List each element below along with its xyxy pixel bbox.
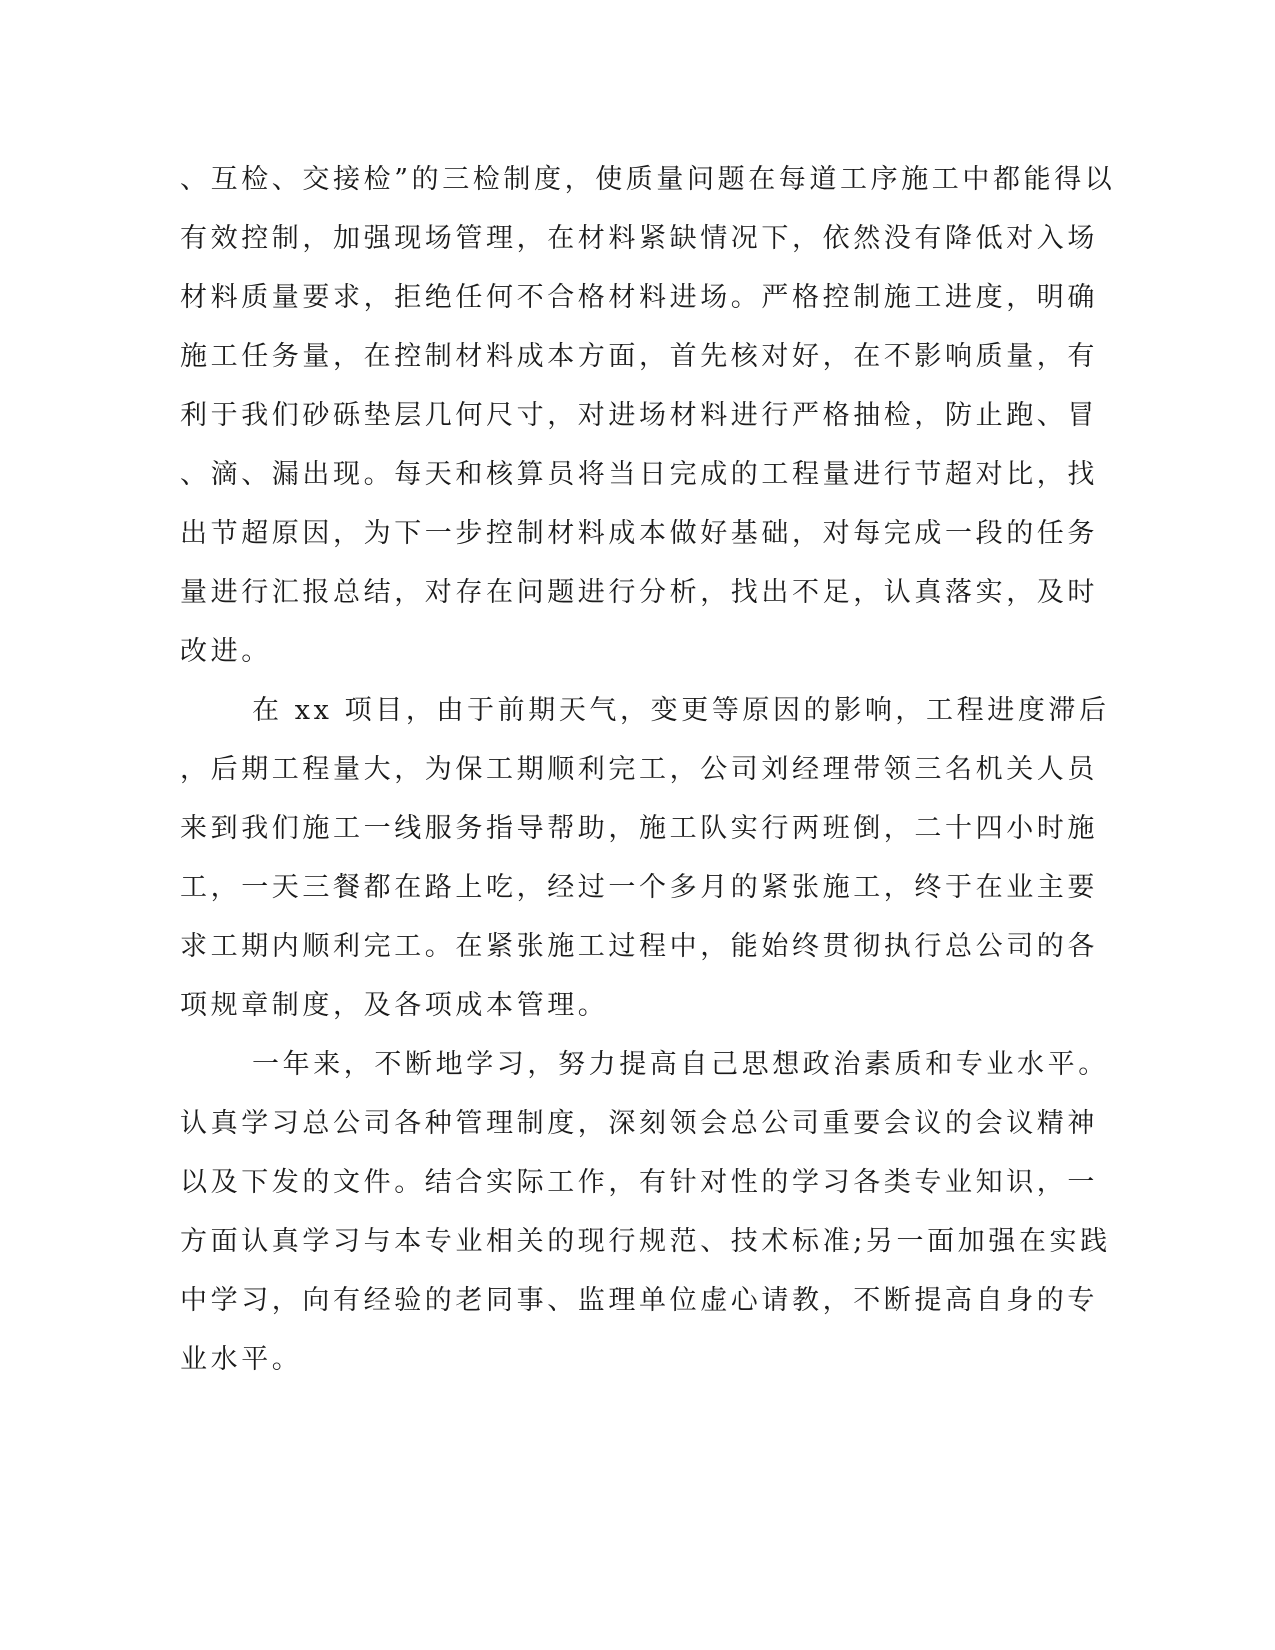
document-body: [180, 150, 1116, 1389]
text-line: 、互检、交接检”的三检制度，使质量问题在每道工序施工中都能得以: [180, 164, 1116, 195]
text-line: 业水平。: [180, 1344, 303, 1375]
text-line: 有效控制，加强现场管理，在材料紧缺情况下，依然没有降低对入场: [180, 223, 1098, 254]
paragraph-2: [180, 681, 1110, 1035]
text-line: 量进行汇报总结，对存在问题进行分析，找出不足，认真落实，及时: [180, 577, 1098, 608]
text-line: 认真学习总公司各种管理制度，深刻领会总公司重要会议的会议精神: [180, 1108, 1098, 1139]
text-line: 中学习，向有经验的老同事、监理单位虚心请教，不断提高自身的专: [180, 1285, 1098, 1316]
text-line-first: 在 xx 项目，由于前期天气，变更等原因的影响，工程进度滞后: [252, 695, 1110, 726]
text-line: 出节超原因，为下一步控制材料成本做好基础，对每完成一段的任务: [180, 518, 1098, 549]
text-line: 工，一天三餐都在路上吃，经过一个多月的紧张施工，终于在业主要: [180, 872, 1098, 903]
text-line: 以及下发的文件。结合实际工作，有针对性的学习各类专业知识，一: [180, 1167, 1098, 1198]
paragraph-1: [180, 150, 1116, 681]
paragraph-3: [180, 1035, 1111, 1389]
text-line: ，后期工程量大，为保工期顺利完工，公司刘经理带领三名机关人员: [180, 754, 1098, 785]
text-line: 利于我们砂砾垫层几何尺寸，对进场材料进行严格抽检，防止跑、冒: [180, 400, 1098, 431]
text-line: 求工期内顺利完工。在紧张施工过程中，能始终贯彻执行总公司的各: [180, 931, 1098, 962]
text-line: 施工任务量，在控制材料成本方面，首先核对好，在不影响质量，有: [180, 341, 1098, 372]
text-line: 、滴、漏出现。每天和核算员将当日完成的工程量进行节超对比，找: [180, 459, 1098, 490]
text-line: 改进。: [180, 636, 272, 667]
text-line-first: 一年来，不断地学习，努力提高自己思想政治素质和专业水平。: [252, 1049, 1109, 1080]
text-line: 来到我们施工一线服务指导帮助，施工队实行两班倒，二十四小时施: [180, 813, 1098, 844]
text-line: 方面认真学习与本专业相关的现行规范、技术标准;另一面加强在实践: [180, 1226, 1111, 1257]
text-line: 项规章制度，及各项成本管理。: [180, 990, 609, 1021]
text-line: 材料质量要求，拒绝任何不合格材料进场。严格控制施工进度，明确: [180, 282, 1098, 313]
